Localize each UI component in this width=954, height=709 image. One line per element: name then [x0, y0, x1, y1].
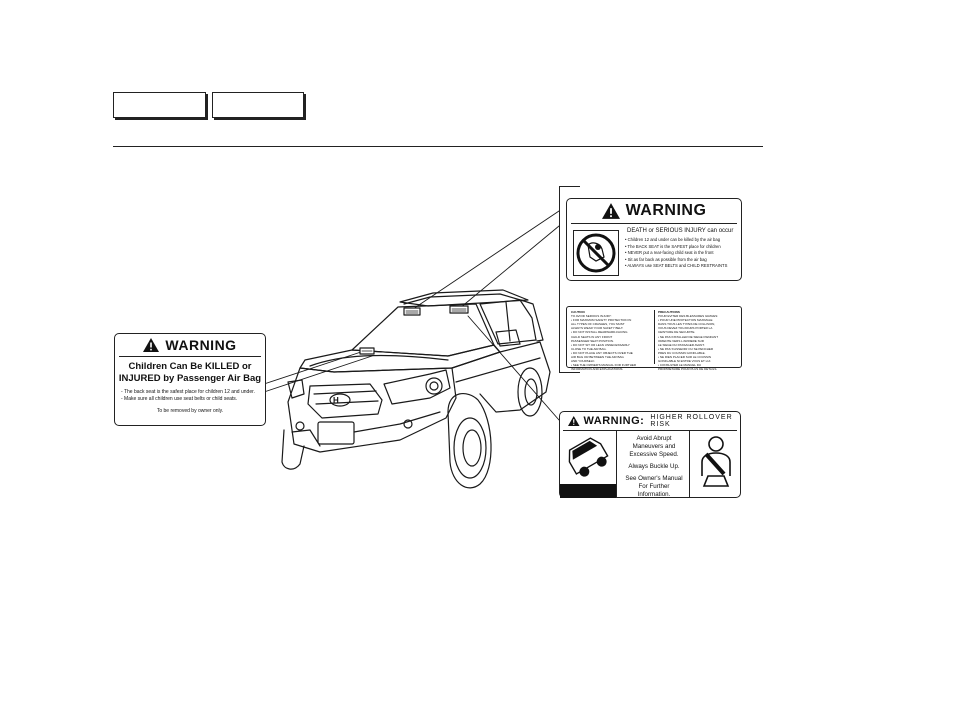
caution-line: AIR BAG OR BETWEEN THE AIR BAG [571, 355, 624, 360]
airbag-caution-label [566, 306, 742, 372]
vehicle-headlight-right [384, 370, 450, 404]
vehicle-roof [400, 290, 528, 306]
rollover-warning-label [559, 411, 741, 498]
rollover-line-3: See Owner's Manual For Further Information. [625, 475, 683, 498]
precautions-heading: PRECAUTIONS [658, 310, 680, 314]
left-label-line-1: Children Can Be KILLED or [128, 361, 252, 372]
vehicle-hood [300, 345, 500, 372]
no-rear-facing-child-seat-icon [573, 230, 619, 276]
precautions-line: PROPRIETAIRE POUR PLUS DE DETAILS. [658, 367, 718, 372]
rollover-label-heading [563, 412, 737, 431]
caution-column-english [571, 310, 651, 371]
precautions-line: DANS TOUS LES TYPES DE COLLISION, [658, 322, 716, 327]
warning-triangle-icon [143, 338, 159, 352]
caution-line: ALL TYPES OF CRASHES, YOU MUST [571, 322, 625, 327]
caution-line: AND YOURSELF. [571, 359, 595, 364]
rollover-heading-text: WARNING: [583, 415, 645, 427]
caution-divider [654, 310, 655, 364]
precautions-line: LE SIEGE DU PASSAGER AVANT. [658, 342, 705, 347]
rollover-risk-text: HIGHER ROLLOVER RISK [650, 414, 733, 428]
precautions-line: • NE PAS INSTALLER DE SIEGE D'ENFANT [658, 334, 719, 339]
caution-line: PASSENGER SEAT POSITION. [571, 338, 614, 343]
caution-line: • DO NOT INSTALL REARWARD-FACING [571, 330, 628, 335]
left-label-heading [119, 334, 261, 357]
precautions-line: ORIENTE VERS L'ARRIERE SUR [658, 338, 704, 343]
precautions-line: VOUS DEVEZ TOUJOURS PORTER LA [658, 326, 713, 331]
top-right-bullet: • The BACK SEAT is the SAFEST place for children [625, 243, 721, 249]
precautions-line: POUR EVITER DES BLESSURES GRAVES: [658, 314, 719, 319]
caution-line: • SEE THE OWNER'S MANUAL FOR FURTHER [571, 363, 637, 368]
caution-line: • DO NOT PLACE ANY OBJECTS OVER THE [571, 350, 633, 355]
sun-visor-airbag-warning-label [566, 198, 742, 281]
caution-line: • DO NOT SIT OR LEAN UNNECESSARILY [571, 342, 630, 347]
precautions-line: GONFLABLE NI ENTRE VOUS ET LUI. [658, 359, 712, 364]
warning-triangle-icon [568, 415, 580, 427]
precautions-line: PRES DU COUSSIN GONFLABLE. [658, 350, 706, 355]
caution-line: • FOR MAXIMUM SAFETY PROTECTION IN [571, 318, 632, 323]
caution-heading: CAUTION [571, 310, 585, 314]
top-right-label-heading-text: WARNING [625, 202, 707, 219]
left-label-removal-note: To be removed by owner only. [156, 408, 224, 414]
svg-text:H: H [333, 396, 339, 405]
top-right-bullet: • ALWAYS use SEAT BELTS and CHILD RESTRAINTS [625, 263, 728, 268]
rollover-vehicle-icon [560, 430, 617, 498]
precautions-line: • CONSULTER LE MANUEL DU [658, 363, 702, 368]
left-label-line-2: INJURED by Passenger Air Bag [118, 373, 262, 384]
top-right-label-bullets [625, 237, 727, 270]
precautions-line: • POUR UNE PROTECTION MAXIMALE [658, 318, 713, 323]
top-right-bullet: • Sit as far back as possible from the air bag [625, 256, 707, 262]
top-right-bullet: • NEVER put a rear-facing child seat in the front [625, 250, 714, 255]
caution-line: TO AVOID SERIOUS INJURY: [571, 314, 612, 319]
left-label-heading-text: WARNING [165, 337, 237, 353]
rollover-line-1: Avoid Abrupt Maneuvers and Excessive Speed. [629, 435, 679, 458]
caution-line: ALWAYS WEAR YOUR SAFETY BELT. [571, 326, 624, 331]
top-right-label-subheading: DEATH or SERIOUS INJURY can occur [627, 228, 734, 234]
caution-line: CLOSE TO THE AIR BAG. [571, 346, 607, 351]
left-label-bullet-1: - The back seat is the safest place for children 12 and under. [121, 389, 255, 395]
precautions-line: • NE RIEN PLACER SUR LE COUSSIN [658, 355, 712, 360]
buckle-up-icon [689, 430, 742, 498]
passenger-airbag-warning-label [114, 333, 266, 426]
caution-line: INFORMATION AND EXPLANATIONS. [571, 367, 624, 372]
precautions-line: • NE PAS S'ASSEOIR OU SE PENCHER [658, 346, 714, 351]
top-right-label-heading [571, 199, 737, 224]
left-label-bullet-2: - Make sure all children use seat belts or child seats. [121, 396, 238, 402]
warning-triangle-icon [602, 203, 620, 219]
rollover-line-2: Always Buckle Up. [628, 463, 680, 470]
precautions-line: CEINTURE DE SECURITE. [658, 330, 696, 335]
top-right-bullet: • Children 12 and under can be killed by the air bag [625, 237, 721, 242]
caution-line: CHILD SEATS IN ANY FRONT [571, 334, 613, 339]
caution-column-french [658, 310, 738, 371]
